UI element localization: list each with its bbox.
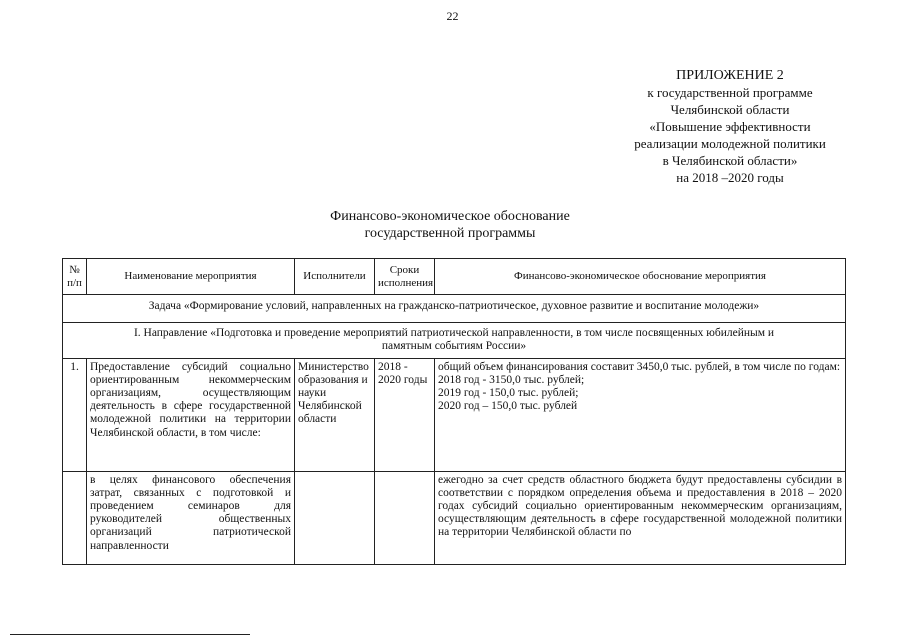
justification-table <box>62 258 846 565</box>
appendix-line: в Челябинской области» <box>662 153 798 168</box>
row-executor <box>295 471 375 564</box>
document-title <box>300 208 600 242</box>
row-justification <box>435 358 846 471</box>
header-terms: Сроки исполнения <box>375 259 435 295</box>
table-row <box>63 358 846 471</box>
row-terms: 2018 - 2020 годы <box>375 358 435 471</box>
financing-total: общий объем финансирования составит 3450,0 тыс. рублей, в том числе по годам: <box>438 360 841 373</box>
appendix-line: Челябинской области <box>670 102 790 117</box>
financing-year: 2019 год - 150,0 тыс. рублей; <box>438 387 579 400</box>
direction-row <box>63 323 846 358</box>
title-line: государственной программы <box>364 226 536 241</box>
header-executors: Исполнители <box>295 259 375 295</box>
header-name: Наименование мероприятия <box>87 259 295 295</box>
footnote-separator <box>10 634 250 635</box>
appendix-line: к государственной программе <box>647 85 813 100</box>
row-justification: ежегодно за счет средств областного бюджета будут предоставлены субсидии в соответствии с порядком определения объема и предоставления в 2018 – 2020 годах субсидий социально ориентированным некоммерческим организациям, осуществляющим деятельность в сфере государственной молодежной политики на территории Челябинской области по <box>435 471 846 564</box>
title-line: Финансово-экономическое обоснование <box>330 209 570 224</box>
row-number <box>63 471 87 564</box>
direction-cell: I. Направление «Подготовка и проведение мероприятий патриотической направленности, в том числе посвященных юбилейным и памятным событиям России» <box>63 323 846 358</box>
table-row <box>63 471 846 564</box>
row-executor: Министерство образования и науки Челябинской области <box>295 358 375 471</box>
task-row <box>63 295 846 323</box>
header-justification: Финансово-экономическое обоснование мероприятия <box>435 259 846 295</box>
financing-year: 2020 год – 150,0 тыс. рублей <box>438 400 578 413</box>
row-name: в целях финансового обеспечения затрат, связанных с подготовкой и проведением семинаров для руководителей общественных организаций патриотической направленности <box>87 471 295 564</box>
table-header-row <box>63 259 846 295</box>
task-cell: Задача «Формирование условий, направленных на гражданско-патриотическое, духовное развитие и воспитание молодежи» <box>63 295 846 323</box>
appendix-line: реализации молодежной политики <box>634 136 826 151</box>
header-num: № п/п <box>63 259 87 295</box>
page-number: 22 <box>446 9 459 23</box>
row-number: 1. <box>63 358 87 471</box>
appendix-title: ПРИЛОЖЕНИЕ 2 <box>676 68 784 83</box>
row-terms <box>375 471 435 564</box>
row-name: Предоставление субсидий социально ориентированным некоммерческим организациям, осуществляющим деятельность в сфере государственной молодежной политики на территории Челябинской области, в том числе: <box>87 358 295 471</box>
appendix-line: на 2018 –2020 годы <box>676 170 784 185</box>
appendix-header <box>600 67 860 186</box>
appendix-line: «Повышение эффективности <box>649 119 811 134</box>
financing-year: 2018 год - 3150,0 тыс. рублей; <box>438 373 585 386</box>
